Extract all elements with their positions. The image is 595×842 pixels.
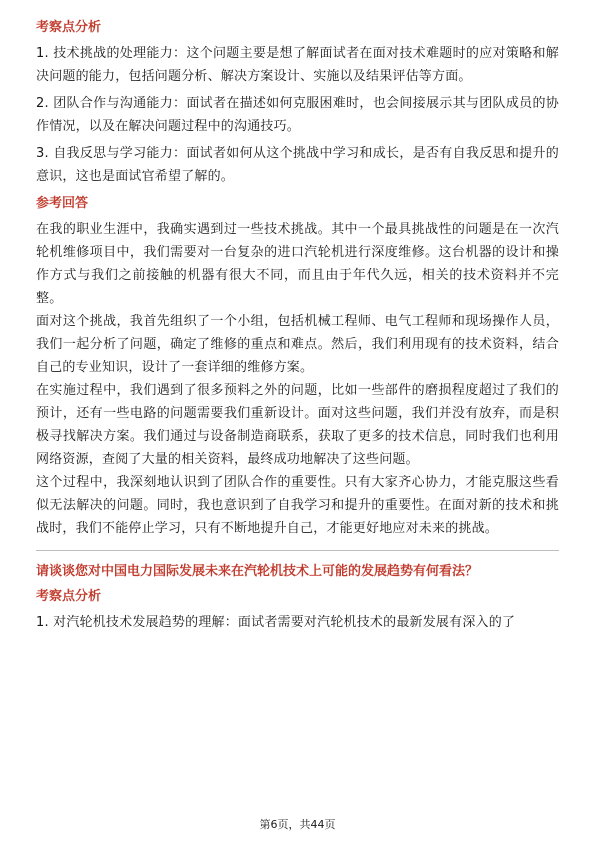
section-title-analysis: 考察点分析 bbox=[36, 589, 102, 604]
analysis-item: 2. 团队合作与沟通能力：面试者在描述如何克服困难时，也会间接展示其与团队成员的协作情况，以及在解决问题过程中的沟通技巧。 bbox=[36, 96, 559, 134]
analysis-section-2 bbox=[36, 587, 559, 634]
document-page bbox=[36, 18, 559, 640]
answer-paragraph: 面对这个挑战，我首先组织了一个小组，包括机械工程师、电气工程师和现场操作人员，我们一起分析了问题，确定了维修的重点和难点。然后，我们利用现有的技术资料，结合自己的专业知识，设计了一套详细的维修方案。 bbox=[36, 314, 559, 375]
analysis-item: 1. 技术挑战的处理能力：这个问题主要是想了解面试者在面对技术难题时的应对策略和解决问题的能力，包括问题分析、解决方案设计、实施以及结果评估等方面。 bbox=[36, 46, 559, 84]
interview-question: 请谈谈您对中国电力国际发展未来在汽轮机技术上可能的发展趋势有何看法？ bbox=[36, 564, 479, 579]
section-divider bbox=[36, 550, 559, 551]
answer-paragraph: 这个过程中，我深刻地认识到了团队合作的重要性。只有大家齐心协力，才能克服这些看似无法解决的问题。同时，我也意识到了自我学习和提升的重要性。在面对新的技术和挑战时，我们不能停止学习，只有不断地提升自己，才能更好地应对未来的挑战。 bbox=[36, 475, 559, 536]
section-title-reference-answer: 参考回答 bbox=[36, 196, 89, 211]
analysis-item: 3. 自我反思与学习能力：面试者如何从这个挑战中学习和成长，是否有自我反思和提升的意识，这也是面试官希望了解的。 bbox=[36, 146, 559, 184]
reference-answer-section bbox=[36, 194, 559, 540]
analysis-section-1 bbox=[36, 18, 559, 188]
answer-paragraph: 在我的职业生涯中，我确实遇到过一些技术挑战。其中一个最具挑战性的问题是在一次汽轮机维修项目中，我们需要对一台复杂的进口汽轮机进行深度维修。这台机器的设计和操作方式与我们之前接触的机器有很大不同，而且由于年代久远，相关的技术资料并不完整。 bbox=[36, 222, 559, 306]
page-number-footer: 第6页，共44页 bbox=[259, 818, 336, 831]
analysis-item: 1. 对汽轮机技术发展趋势的理解：面试者需要对汽轮机技术的最新发展有深入的了 bbox=[36, 615, 516, 630]
answer-paragraph: 在实施过程中，我们遇到了很多预料之外的问题，比如一些部件的磨损程度超过了我们的预计，还有一些电路的问题需要我们重新设计。面对这些问题，我们并没有放弃，而是积极寻找解决方案。我们通过与设备制造商联系，获取了更多的技术信息，同时我们也利用网络资源，查阅了大量的相关资料，最终成功地解决了这些问题。 bbox=[36, 383, 559, 467]
section-title-analysis: 考察点分析 bbox=[36, 20, 102, 35]
